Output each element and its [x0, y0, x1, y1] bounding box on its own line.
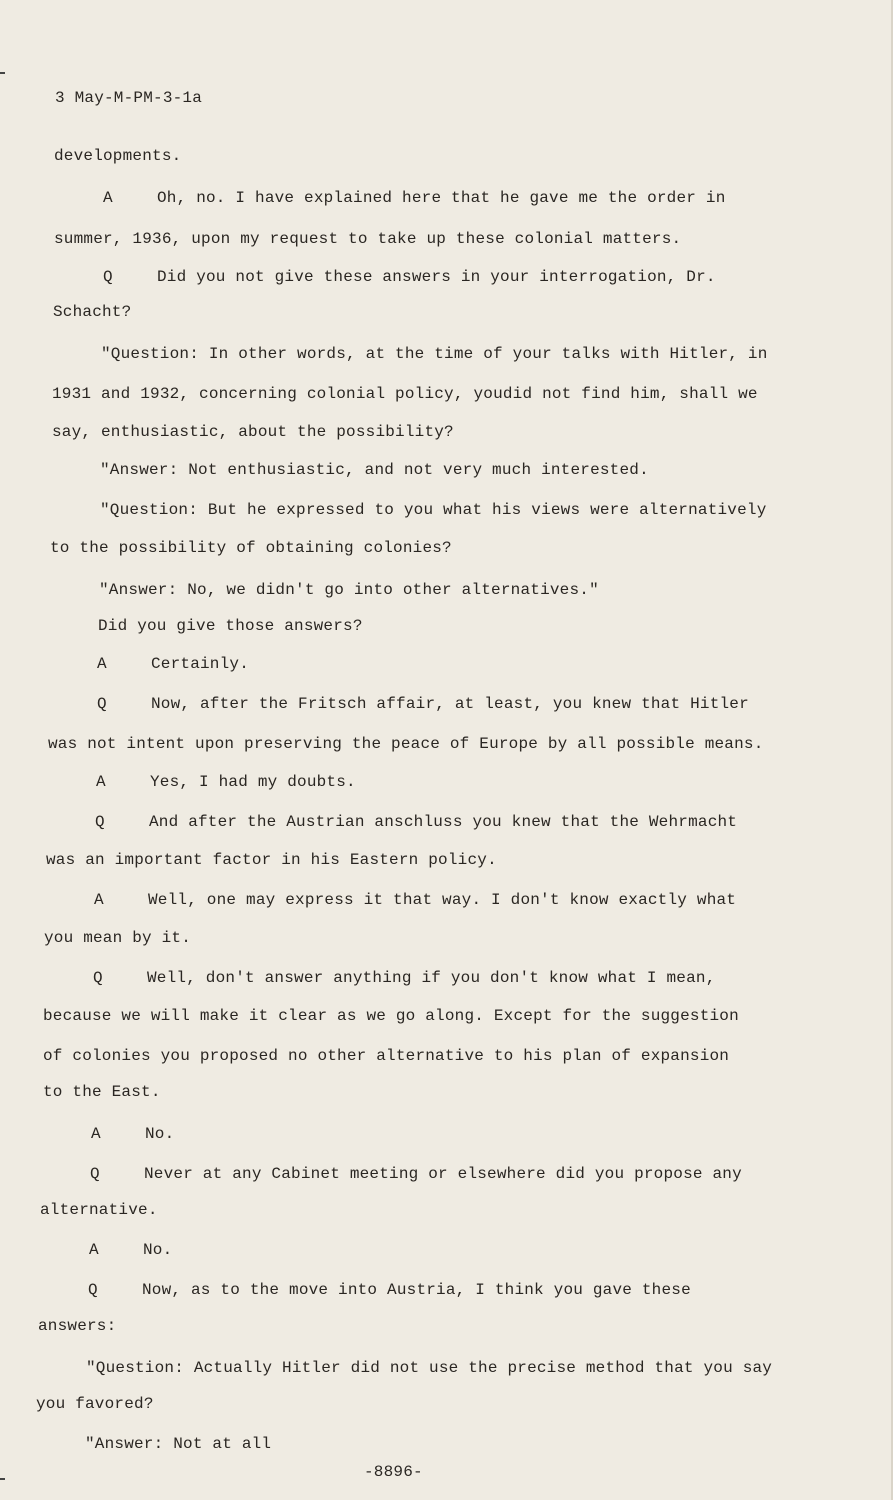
speaker-label: A — [89, 1241, 99, 1259]
text-line: developments. — [54, 147, 182, 165]
testimony-line: Q Well, don't answer anything if you don't know what I mean, — [93, 969, 716, 987]
page-number: -8896- — [364, 1463, 423, 1481]
testimony-line: A No. — [91, 1125, 175, 1143]
speaker-label: Q — [103, 268, 113, 286]
testimony-line: Q Now, as to the move into Austria, I think you gave these — [88, 1281, 691, 1299]
text-line: to the possibility of obtaining colonies? — [50, 539, 452, 557]
text-line: you mean by it. — [44, 929, 192, 947]
margin-mark — [0, 72, 5, 74]
speaker-label: Q — [97, 695, 107, 713]
quote-line: "Question: In other words, at the time of your talks with Hitler, in — [101, 345, 768, 363]
testimony-line: A No. — [89, 1241, 173, 1259]
text-line: you favored? — [36, 1395, 154, 1413]
text-line: was an important factor in his Eastern policy. — [46, 851, 497, 869]
text-line: of colonies you proposed no other alternative to his plan of expansion — [43, 1047, 730, 1065]
margin-mark — [0, 1478, 5, 1480]
text-line: say, enthusiastic, about the possibility? — [52, 423, 454, 441]
testimony-line: A Well, one may express it that way. I don't know exactly what — [94, 891, 737, 909]
text-line: because we will make it clear as we go along. Except for the suggestion — [43, 1007, 739, 1025]
quote-line: "Answer: Not at all — [85, 1435, 272, 1453]
testimony-line: A Certainly. — [97, 655, 250, 673]
speaker-label: A — [96, 773, 106, 791]
speaker-label: Q — [95, 813, 105, 831]
testimony-line: Q And after the Austrian anschluss you knew that the Wehrmacht — [95, 813, 738, 831]
text-line: was not intent upon preserving the peace of Europe by all possible means. — [48, 735, 764, 753]
speaker-label: A — [103, 189, 113, 207]
text-line: 1931 and 1932, concerning colonial policy, youdid not find him, shall we — [52, 385, 758, 403]
quote-line: "Answer: No, we didn't go into other alternatives." — [99, 581, 599, 599]
testimony-line: Q Now, after the Fritsch affair, at least, you knew that Hitler — [97, 695, 749, 713]
text-line: alternative. — [40, 1201, 158, 1219]
testimony-line: A Yes, I had my doubts. — [96, 773, 356, 791]
text-line: answers: — [38, 1317, 117, 1335]
testimony-line: Q Never at any Cabinet meeting or elsewhere did you propose any — [90, 1165, 742, 1183]
speaker-label: Q — [93, 969, 103, 987]
testimony-line: A Oh, no. I have explained here that he gave me the order in — [103, 189, 726, 207]
page-reference: 3 May-M-PM-3-1a — [55, 89, 203, 107]
speaker-label: A — [94, 891, 104, 909]
text-line: summer, 1936, upon my request to take up these colonial matters. — [54, 230, 682, 248]
quote-line: "Question: But he expressed to you what his views were alternatively — [100, 501, 767, 519]
quote-line: "Answer: Not enthusiastic, and not very much interested. — [100, 461, 649, 479]
speaker-label: A — [91, 1125, 101, 1143]
speaker-label: Q — [88, 1281, 98, 1299]
text-line: Did you give those answers? — [98, 617, 363, 635]
text-line: to the East. — [43, 1083, 161, 1101]
text-line: Schacht? — [53, 303, 132, 321]
quote-line: "Question: Actually Hitler did not use the precise method that you say — [86, 1359, 773, 1377]
testimony-line: Q Did you not give these answers in your interrogation, Dr. — [103, 268, 716, 286]
speaker-label: Q — [90, 1165, 100, 1183]
speaker-label: A — [97, 655, 107, 673]
